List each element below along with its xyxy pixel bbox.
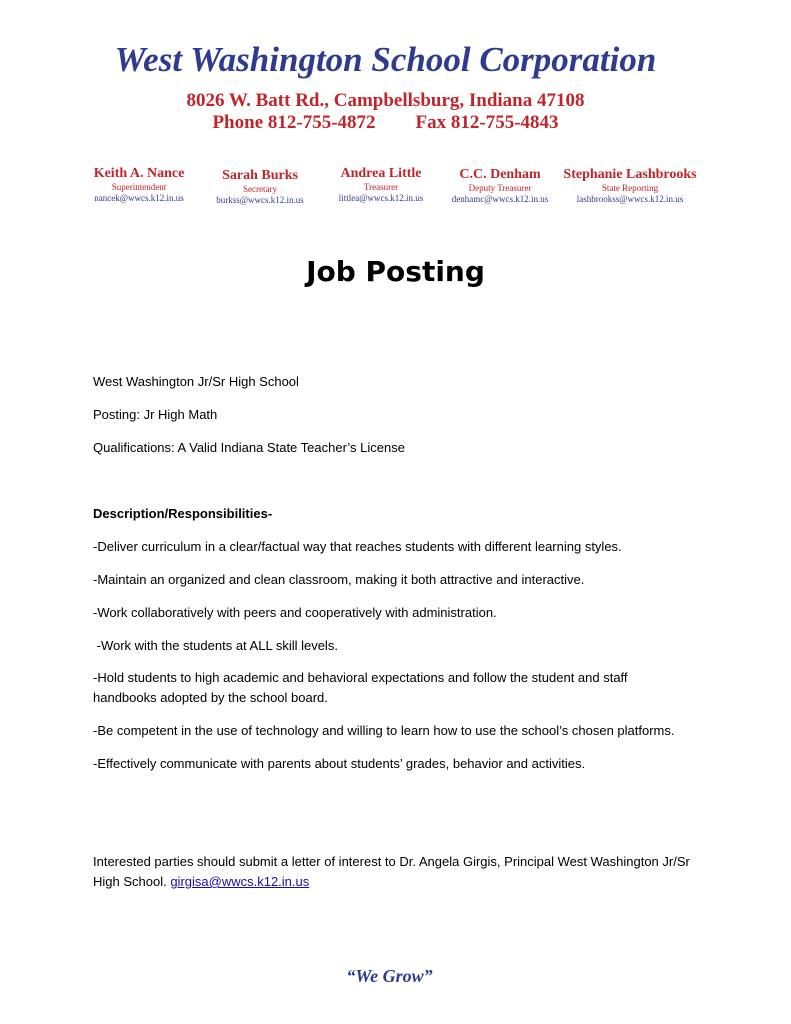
- contact-email-link[interactable]: girgisa@wwcs.k12.in.us: [170, 874, 310, 889]
- staff-name: C.C. Denham: [459, 167, 541, 182]
- school-name: West Washington Jr/Sr High School: [93, 374, 299, 389]
- staff-email: burkss@wwcs.k12.in.us: [216, 195, 304, 205]
- staff-role: Treasurer: [363, 182, 399, 192]
- staff-role: Superintendent: [111, 182, 167, 192]
- staff-role: Deputy Treasurer: [468, 183, 532, 193]
- footer-motto: “We Grow”: [346, 966, 433, 986]
- staff-name: Sarah Burks: [222, 168, 298, 183]
- staff-name: Stephanie Lashbrooks: [563, 167, 697, 182]
- page-title: Job Posting: [306, 255, 485, 288]
- responsibility-item: -Work collaboratively with peers and cooperatively with administration.: [93, 605, 497, 620]
- responsibility-item: -Work with the students at ALL skill levels.: [93, 638, 338, 653]
- staff-stephanie-lashbrooks: [563, 167, 696, 205]
- staff-email: littlea@wwcs.k12.in.us: [338, 193, 424, 203]
- staff-email: lashbrookss@wwcs.k12.in.us: [576, 194, 684, 204]
- staff-role: State Reporting: [601, 183, 659, 193]
- qualifications: Qualifications: A Valid Indiana State Teacher’s License: [93, 440, 405, 455]
- closing-paragraph: [93, 852, 703, 892]
- staff-email: nancek@wwcs.k12.in.us: [94, 193, 184, 203]
- phone-fax-line: [0, 112, 771, 134]
- address-line: 8026 W. Batt Rd., Campbellsburg, Indiana 47108: [186, 90, 585, 111]
- staff-andrea-little: [339, 166, 424, 204]
- staff-name: Andrea Little: [340, 166, 422, 181]
- description-heading: Description/Responsibilities-: [93, 506, 273, 521]
- responsibility-item: -Be competent in the use of technology and willing to learn how to use the school’s chosen platforms.: [93, 723, 675, 738]
- closing-text: Interested parties should submit a letter of interest to Dr. Angela Girgis, Principal West Washington Jr/Sr High School.: [93, 854, 690, 889]
- staff-cc-denham: [452, 167, 549, 205]
- staff-keith-nance: [94, 166, 185, 204]
- staff-email: denhamc@wwcs.k12.in.us: [451, 194, 549, 204]
- responsibility-item: -Maintain an organized and clean classroom, making it both attractive and interactive.: [93, 572, 585, 587]
- staff-sarah-burks: [216, 168, 304, 206]
- responsibility-item: -Hold students to high academic and behavioral expectations and follow the student and staff handbooks adopted by the school board.: [93, 670, 628, 705]
- responsibility-item: -Effectively communicate with parents about students’ grades, behavior and activities.: [93, 756, 586, 771]
- staff-role: Secretary: [243, 184, 277, 194]
- fax-number: Fax 812-755-4843: [415, 112, 559, 133]
- staff-name: Keith A. Nance: [93, 166, 185, 181]
- posting-position: Posting: Jr High Math: [93, 407, 218, 422]
- responsibility-item: -Deliver curriculum in a clear/factual way that reaches students with different learning styles.: [93, 539, 622, 554]
- phone-number: Phone 812-755-4872: [212, 112, 376, 133]
- organization-title: West Washington School Corporation: [114, 40, 657, 79]
